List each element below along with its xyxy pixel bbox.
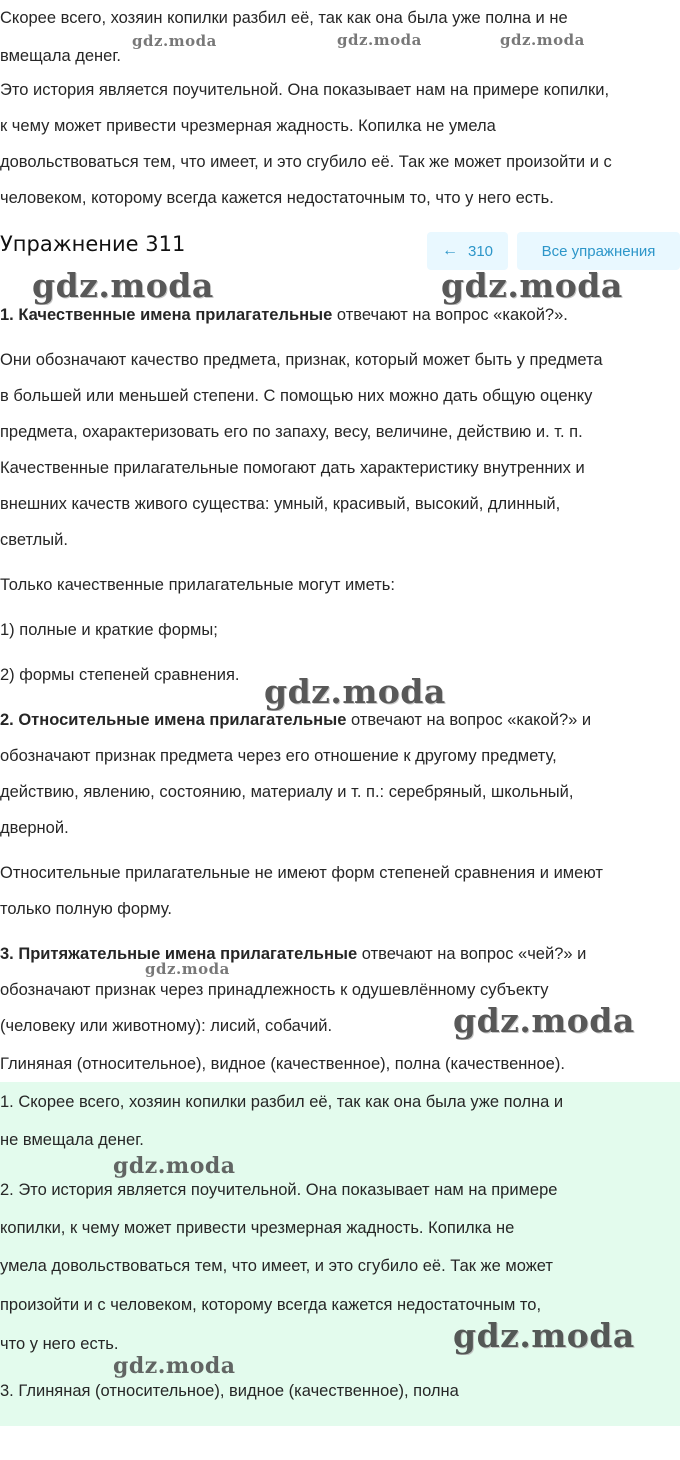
- section-relative-heading: 2. Относительные имена прилагательные: [0, 711, 347, 729]
- summary-line: Глиняная (относительное), видное (качественное), полна (качественное).: [0, 1055, 565, 1073]
- intro-line: довольствоваться тем, что имеет, и это сгубило её. Так же может произойти и с: [0, 153, 612, 171]
- answer-line: не вмещала денег.: [0, 1131, 144, 1149]
- paragraph-line: светлый.: [0, 531, 68, 549]
- paragraph-line: Качественные прилагательные помогают дать характеристику внутренних и: [0, 459, 585, 477]
- watermark: gdz.moda: [441, 266, 623, 305]
- answer-line: 1. Скорее всего, хозяин копилки разбил её, так как она была уже полна и: [0, 1093, 564, 1111]
- section-relative-text: отвечают на вопрос «какой?» и: [346, 711, 592, 729]
- paragraph-line: дверной.: [0, 819, 69, 837]
- watermark: gdz.moda: [113, 1353, 236, 1379]
- answer-line: произойти и с человеком, которому всегда кажется недостаточным то,: [0, 1296, 542, 1314]
- answer-line: 3. Глиняная (относительное), видное (качественное), полна: [0, 1382, 459, 1400]
- paragraph-line: обозначают признак предмета через его отношение к другому предмету,: [0, 747, 557, 765]
- paragraph-line: обозначают признак через принадлежность к одушевлённому субъекту: [0, 981, 549, 999]
- watermark: gdz.moda: [453, 1001, 635, 1040]
- paragraph-line: Только качественные прилагательные могут иметь:: [0, 576, 395, 594]
- intro-line: к чему может привести чрезмерная жадность. Копилка не умела: [0, 117, 496, 135]
- watermark: gdz.moda: [145, 960, 230, 978]
- intro-line: вмещала денег.: [0, 47, 121, 65]
- watermark: gdz.moda: [264, 672, 446, 711]
- paragraph-line: Относительные прилагательные не имеют форм степеней сравнения и имеют: [0, 864, 603, 882]
- list-item: 2) формы степеней сравнения.: [0, 666, 240, 684]
- section-possessive-text: отвечают на вопрос «чей?» и: [357, 945, 587, 963]
- intro-line: Это история является поучительной. Она показывает нам на примере копилки,: [0, 81, 610, 99]
- list-item: 1) полные и краткие формы;: [0, 621, 218, 639]
- answer-line: 2. Это история является поучительной. Она показывает нам на примере: [0, 1181, 558, 1199]
- section-qualitative-heading: 1. Качественные имена прилагательные: [0, 306, 333, 324]
- watermark: gdz.moda: [337, 31, 422, 49]
- watermark: gdz.moda: [453, 1316, 635, 1355]
- previous-exercise-label: 310: [467, 242, 494, 260]
- paragraph-line: Они обозначают качество предмета, признак, который может быть у предмета: [0, 351, 603, 369]
- arrow-left-icon: ←: [441, 242, 458, 259]
- all-exercises-button[interactable]: [517, 232, 680, 270]
- paragraph-line: внешних качеств живого существа: умный, красивый, высокий, длинный,: [0, 495, 561, 513]
- section-possessive: [0, 936, 676, 972]
- watermark: gdz.moda: [32, 266, 214, 305]
- previous-exercise-button[interactable]: [427, 232, 508, 270]
- paragraph-line: в большей или меньшей степени. С помощью них можно дать общую оценку: [0, 387, 593, 405]
- exercise-title: Упражнение 311: [0, 232, 186, 256]
- paragraph-line: (человеку или животному): лисий, собачий.: [0, 1017, 333, 1035]
- paragraph-line: предмета, охарактеризовать его по запаху, весу, величине, действию и. т. п.: [0, 423, 583, 441]
- intro-line: Скорее всего, хозяин копилки разбил её, так как она была уже полна и не: [0, 9, 568, 27]
- answer-line: умела довольствоваться тем, что имеет, и это сгубило её. Так же может: [0, 1257, 553, 1275]
- intro-line: человеком, которому всегда кажется недостаточным то, что у него есть.: [0, 189, 554, 207]
- watermark: gdz.moda: [113, 1153, 236, 1179]
- paragraph-line: действию, явлению, состоянию, материалу и т. п.: серебряный, школьный,: [0, 783, 574, 801]
- watermark: gdz.moda: [132, 32, 217, 50]
- section-qualitative-text: отвечают на вопрос «какой?».: [332, 306, 568, 324]
- all-exercises-label: Все упражнения: [541, 242, 656, 260]
- answer-line: копилки, к чему может привести чрезмерная жадность. Копилка не: [0, 1219, 515, 1237]
- watermark: gdz.moda: [500, 31, 585, 49]
- answer-line: что у него есть.: [0, 1335, 119, 1353]
- section-possessive-heading: 3. Притяжательные имена прилагательные: [0, 945, 358, 963]
- paragraph-line: только полную форму.: [0, 900, 172, 918]
